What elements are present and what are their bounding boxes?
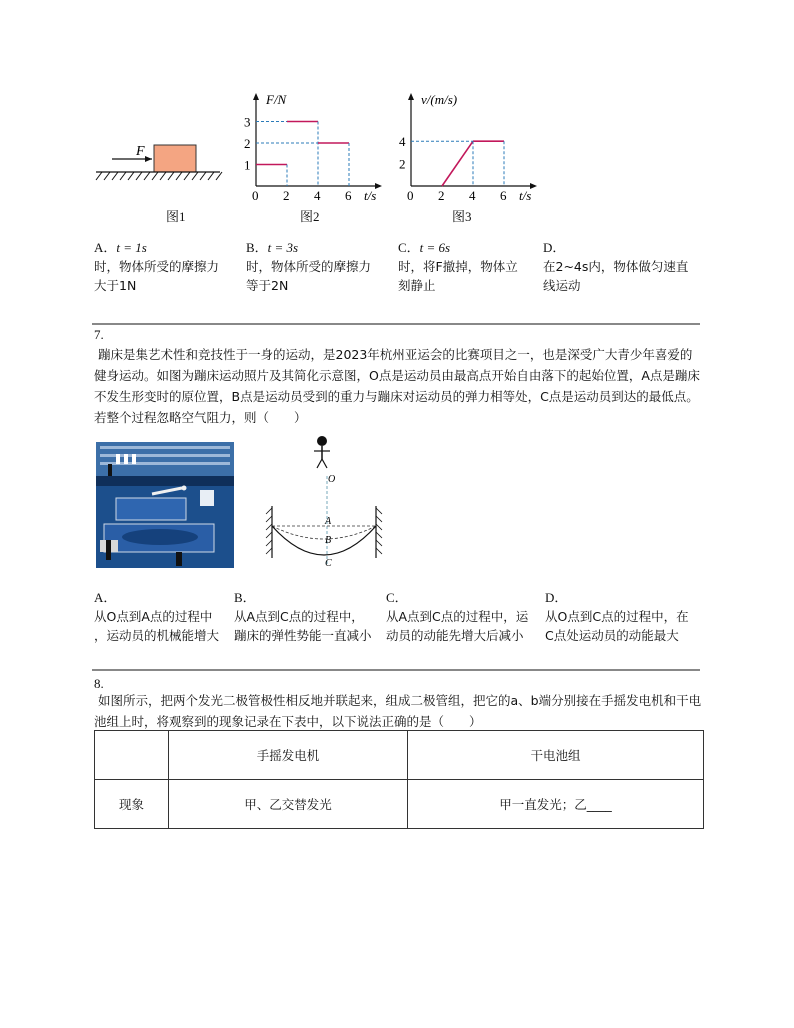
q7-stem: 蹦床是集艺术性和竞技性于一身的运动，是2023年杭州亚运会的比赛项目之一，也是深受广大青少年喜爱的健身运动。如图为蹦床运动照片及其简化示意图，O点是运动员由最高点开始自由落下的起始位置，A点是蹦床不发生形变时的原位置，B点是运动员受到的重力与蹦床对运动员的弹力相等处，C点是运动员到达的最低点。若整个过程忽略空气阻力，则（ ） xyxy=(94,347,700,425)
option-math: t = 6s xyxy=(419,240,451,255)
x-axis-label: t/s xyxy=(519,188,532,203)
figure-2-caption: 图2 xyxy=(300,209,320,224)
x-axis-label: t/s xyxy=(364,188,377,203)
figure-1-block-on-ground xyxy=(92,135,224,190)
table-cell: 现象 xyxy=(95,780,169,829)
trampoline-schematic-diagram xyxy=(262,434,384,574)
y-tick-label: 3 xyxy=(244,114,251,130)
option-text: 大于1N xyxy=(94,278,137,293)
option-text: 等于2N xyxy=(246,278,289,293)
option-text: 动员的动能先增大后减小 xyxy=(386,628,524,643)
y-axis-label: F/N xyxy=(266,92,287,107)
q6-option-c[interactable] xyxy=(398,238,543,295)
option-key: C． xyxy=(386,590,408,605)
option-key: B． xyxy=(246,240,268,255)
table-header-cell xyxy=(95,731,169,780)
option-text: 从O点到A点的过程中 xyxy=(94,609,213,624)
q7-option-a[interactable] xyxy=(94,588,234,645)
figure-1-caption: 图1 xyxy=(166,209,186,224)
y-axis-label: v/(m/s) xyxy=(421,92,458,107)
x-tick-label: 2 xyxy=(438,188,445,203)
point-label-o: O xyxy=(328,474,336,485)
option-text: 线运动 xyxy=(543,278,581,293)
option-text: 刻静止 xyxy=(398,278,436,293)
x-tick-label: 4 xyxy=(469,188,476,203)
option-key: D． xyxy=(545,590,568,605)
option-key: A． xyxy=(94,240,117,255)
q7-option-c[interactable] xyxy=(386,588,541,645)
table-header-cell: 手摇发电机 xyxy=(169,731,408,780)
figure-3-velocity-time-graph xyxy=(395,90,545,205)
q7-option-b[interactable] xyxy=(234,588,384,645)
x-tick-label: 0 xyxy=(252,188,259,203)
q7-option-d[interactable] xyxy=(545,588,705,645)
option-key: C． xyxy=(398,240,420,255)
option-text: 从A点到C点的过程中， xyxy=(234,609,364,624)
option-text: 从A点到C点的过程中，运 xyxy=(386,609,529,624)
table-cell: 甲、乙交替发光 xyxy=(169,780,408,829)
y-axis-arrow xyxy=(253,93,259,100)
option-text: 时，物体所受的摩擦力 xyxy=(246,259,372,274)
point-label-a: A xyxy=(325,516,332,527)
y-tick-label: 2 xyxy=(399,156,406,172)
data-segment xyxy=(442,141,473,186)
divider xyxy=(92,323,700,325)
x-tick-label: 6 xyxy=(345,188,352,203)
q6-option-b[interactable] xyxy=(246,238,391,295)
table-row xyxy=(95,780,704,829)
y-tick-label: 4 xyxy=(399,134,406,150)
option-text: ，运动员的机械能增大 xyxy=(94,628,220,643)
option-text: C点处运动员的动能最大 xyxy=(545,628,679,643)
point-label-c: C xyxy=(325,558,332,569)
x-tick-label: 6 xyxy=(500,188,507,203)
q6-option-a[interactable] xyxy=(94,238,239,295)
option-text: 时，物体所受的摩擦力 xyxy=(94,259,220,274)
y-tick-label: 1 xyxy=(244,157,251,173)
option-key: A． xyxy=(94,590,117,605)
x-tick-label: 4 xyxy=(314,188,321,203)
table-cell: 甲一直发光；乙____ xyxy=(408,780,704,829)
table-header-cell: 干电池组 xyxy=(408,731,704,780)
q6-option-d[interactable] xyxy=(543,238,703,295)
option-text: 时，将F撤掉，物体立 xyxy=(398,259,518,274)
figure-2-force-time-graph xyxy=(240,90,390,205)
option-text: 蹦床的弹性势能一直减小 xyxy=(234,628,372,643)
option-key: D． xyxy=(543,240,566,255)
y-axis-arrow xyxy=(408,93,414,100)
option-math: t = 3s xyxy=(267,240,299,255)
divider xyxy=(92,669,700,671)
force-label: F xyxy=(136,144,145,159)
table-header-row xyxy=(95,731,704,780)
option-math: t = 1s xyxy=(116,240,147,255)
q8-number: 8. xyxy=(94,676,104,691)
x-tick-label: 2 xyxy=(283,188,290,203)
q8-observation-table xyxy=(94,730,704,829)
option-key: B． xyxy=(234,590,256,605)
point-label-b: B xyxy=(325,535,332,546)
option-text: 从O点到C点的过程中，在 xyxy=(545,609,689,624)
y-tick-label: 2 xyxy=(244,136,251,151)
q8-stem: 如图所示，把两个发光二极管极性相反地并联起来，组成二极管组，把它的a、b端分别接在手摇发电机和干电池组上时，将观察到的现象记录在下表中，以下说法正确的是（ ） xyxy=(94,693,702,729)
x-tick-label: 0 xyxy=(407,188,414,203)
q7-number: 7. xyxy=(94,327,104,342)
figure-3-caption: 图3 xyxy=(452,209,472,224)
option-text: 在2~4s内，物体做匀速直 xyxy=(543,259,689,274)
trampoline-photo xyxy=(96,442,234,568)
